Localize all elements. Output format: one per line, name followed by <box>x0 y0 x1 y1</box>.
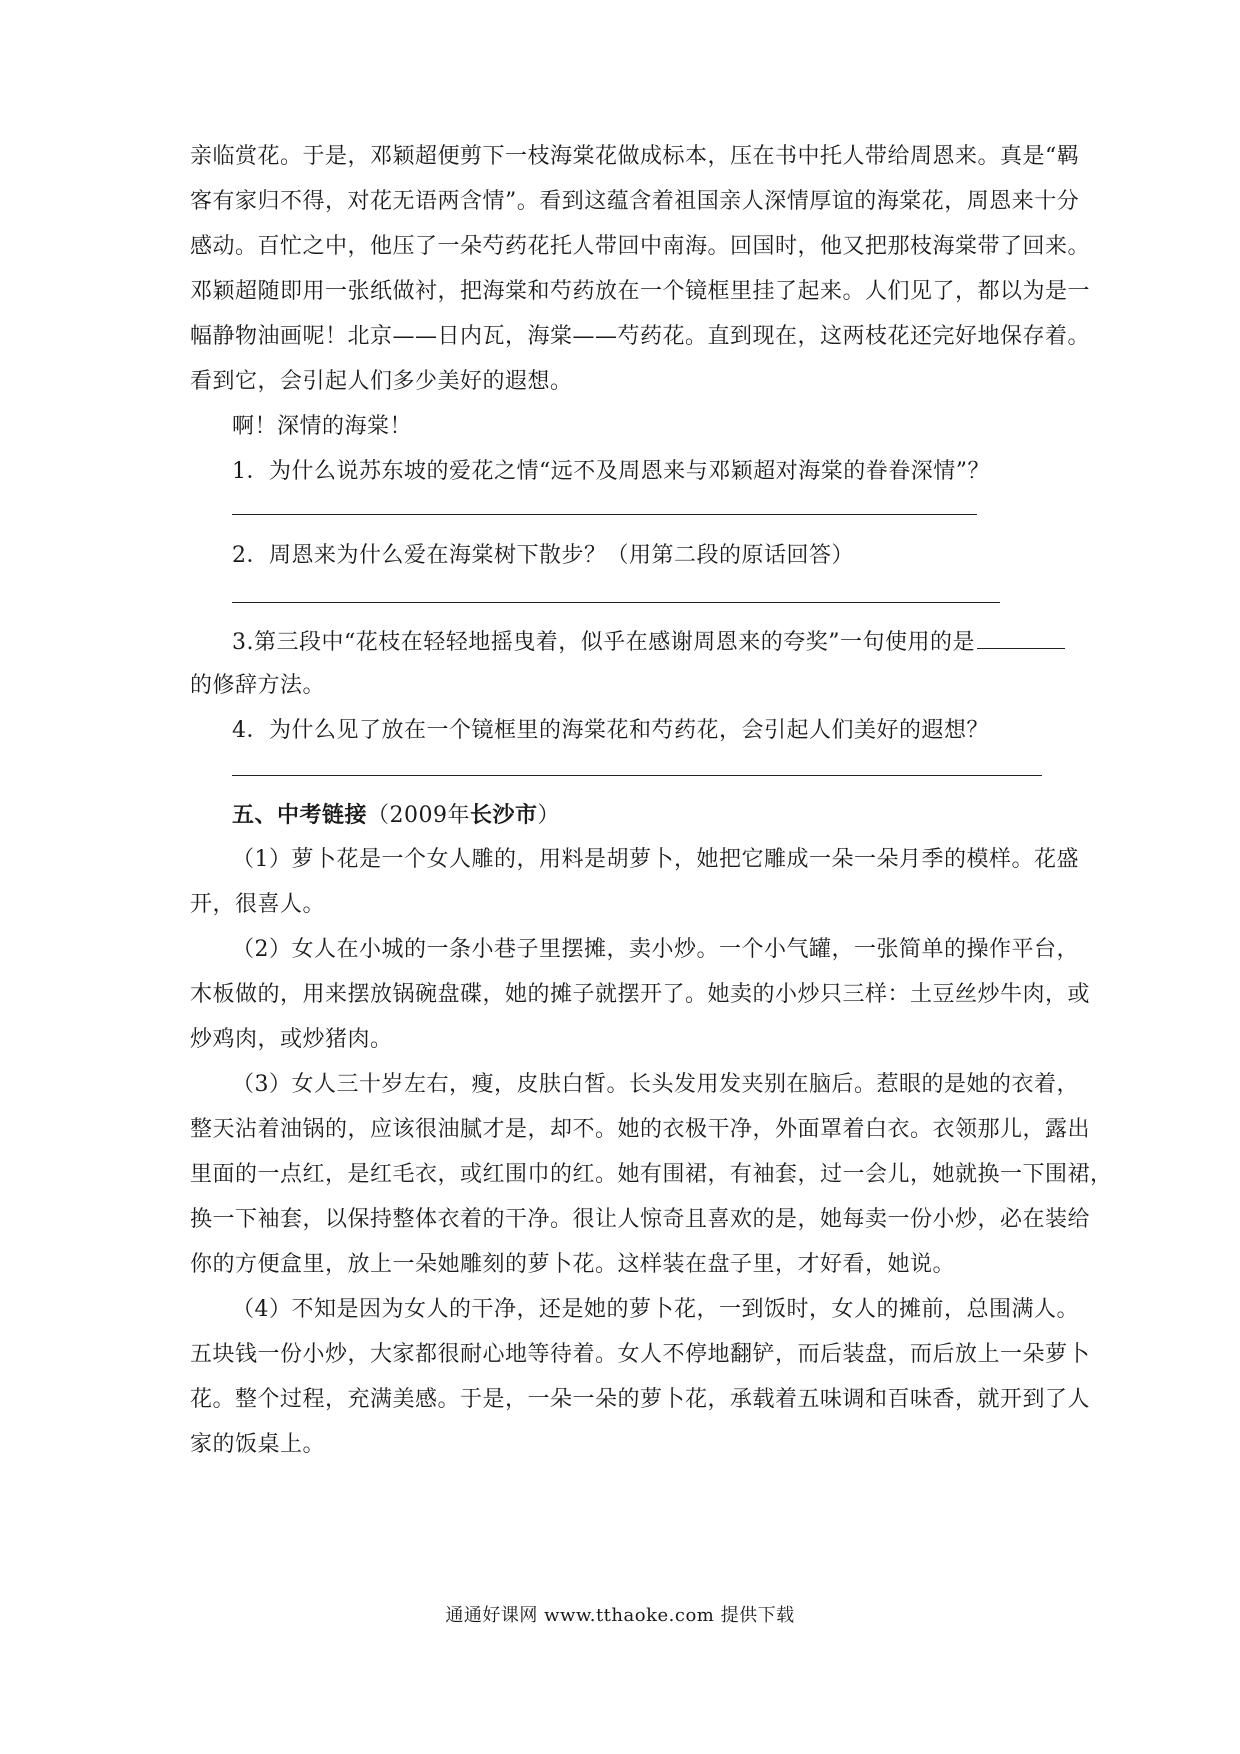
fill-in-blank[interactable] <box>977 626 1065 649</box>
section-heading <box>232 800 560 831</box>
passage-line: 邓颖超随即用一张纸做衬，把海棠和芍药放在一个镜框里挂了起来。人们见了，都以为是一 <box>190 279 1091 304</box>
story-line: （3）女人三十岁左右，瘦，皮肤白皙。长头发用发夹别在脑后。惹眼的是她的衣着， <box>232 1072 1079 1097</box>
story-line: （4）不知是因为女人的干净，还是她的萝卜花，一到饭时，女人的摊前，总围满人。 <box>232 1297 1079 1322</box>
section-heading-close: ） <box>537 803 561 828</box>
passage-line: 亲临赏花。于是，邓颖超便剪下一枝海棠花做成标本，压在书中托人带给周恩来。真是“羁 <box>190 144 1080 169</box>
question-3 <box>232 626 1065 658</box>
story-line: 五块钱一份小炒，大家都很耐心地等待着。女人不停地翻铲，而后装盘，而后放上一朵萝卜 <box>190 1342 1091 1367</box>
question-1: 1．为什么说苏东坡的爱花之情“远不及周恩来与邓颖超对海棠的眷眷深情”？ <box>232 459 990 484</box>
question-3-text: 3.第三段中“花枝在轻轻地摇曳着，似乎在感谢周恩来的夸奖”一句使用的是 <box>232 630 975 655</box>
exclamation-line: 啊！深情的海棠！ <box>232 414 413 439</box>
passage-line: 看到它，会引起人们多少美好的遐想。 <box>190 369 573 394</box>
answer-line-1[interactable] <box>232 514 977 515</box>
answer-line-4[interactable] <box>232 775 1042 776</box>
story-line: 开，很喜人。 <box>190 892 326 917</box>
story-line: 花。整个过程，充满美感。于是，一朵一朵的萝卜花，承载着五味调和百味香，就开到了人 <box>190 1387 1091 1412</box>
story-line: 木板做的，用来摆放锅碗盘碟，她的摊子就摆开了。她卖的小炒只三样：土豆丝炒牛肉，或 <box>190 982 1091 1007</box>
story-line: 里面的一点红，是红毛衣，或红围巾的红。她有围裙，有袖套，过一会儿，她就换一下围裙， <box>190 1162 1113 1187</box>
section-heading-year: （2009年 <box>367 803 471 828</box>
passage-line: 幅静物油画呢！北京——日内瓦，海棠——芍药花。直到现在，这两枝花还完好地保存着。 <box>190 324 1091 349</box>
question-4: 4．为什么见了放在一个镜框里的海棠花和芍药花，会引起人们美好的遐想？ <box>232 718 989 743</box>
section-heading-title: 五、中考链接 <box>232 802 368 828</box>
section-heading-city: 长沙市 <box>470 802 538 828</box>
passage-line: 客有家归不得，对花无语两含情”。看到这蕴含着祖国亲人深情厚谊的海棠花，周恩来十分 <box>190 189 1080 214</box>
story-line: 换一下袖套，以保持整体衣着的干净。很让人惊奇且喜欢的是，她每卖一份小炒，必在装给 <box>190 1207 1091 1232</box>
page-footer: 通通好课网 www.tthaoke.com 提供下载 <box>445 1605 795 1626</box>
story-line: 你的方便盒里，放上一朵她雕刻的萝卜花。这样装在盘子里，才好看，她说。 <box>190 1252 956 1277</box>
story-line: 炒鸡肉，或炒猪肉。 <box>190 1027 393 1052</box>
story-line: 整天沾着油锅的，应该很油腻才是，却不。她的衣极干净，外面罩着白衣。衣领那儿，露出 <box>190 1117 1091 1142</box>
answer-line-2[interactable] <box>232 602 1000 603</box>
question-3-cont: 的修辞方法。 <box>190 673 326 698</box>
story-line: （1）萝卜花是一个女人雕的，用料是胡萝卜，她把它雕成一朵一朵月季的模样。花盛 <box>232 847 1079 872</box>
story-line: 家的饭桌上。 <box>190 1432 326 1457</box>
passage-line: 感动。百忙之中，他压了一朵芍药花托人带回中南海。回国时，他又把那枝海棠带了回来。 <box>190 234 1091 259</box>
question-2: 2．周恩来为什么爱在海棠树下散步？（用第二段的原话回答） <box>232 543 854 568</box>
story-line: （2）女人在小城的一条小巷子里摆摊，卖小炒。一个小气罐，一张简单的操作平台， <box>232 937 1079 962</box>
